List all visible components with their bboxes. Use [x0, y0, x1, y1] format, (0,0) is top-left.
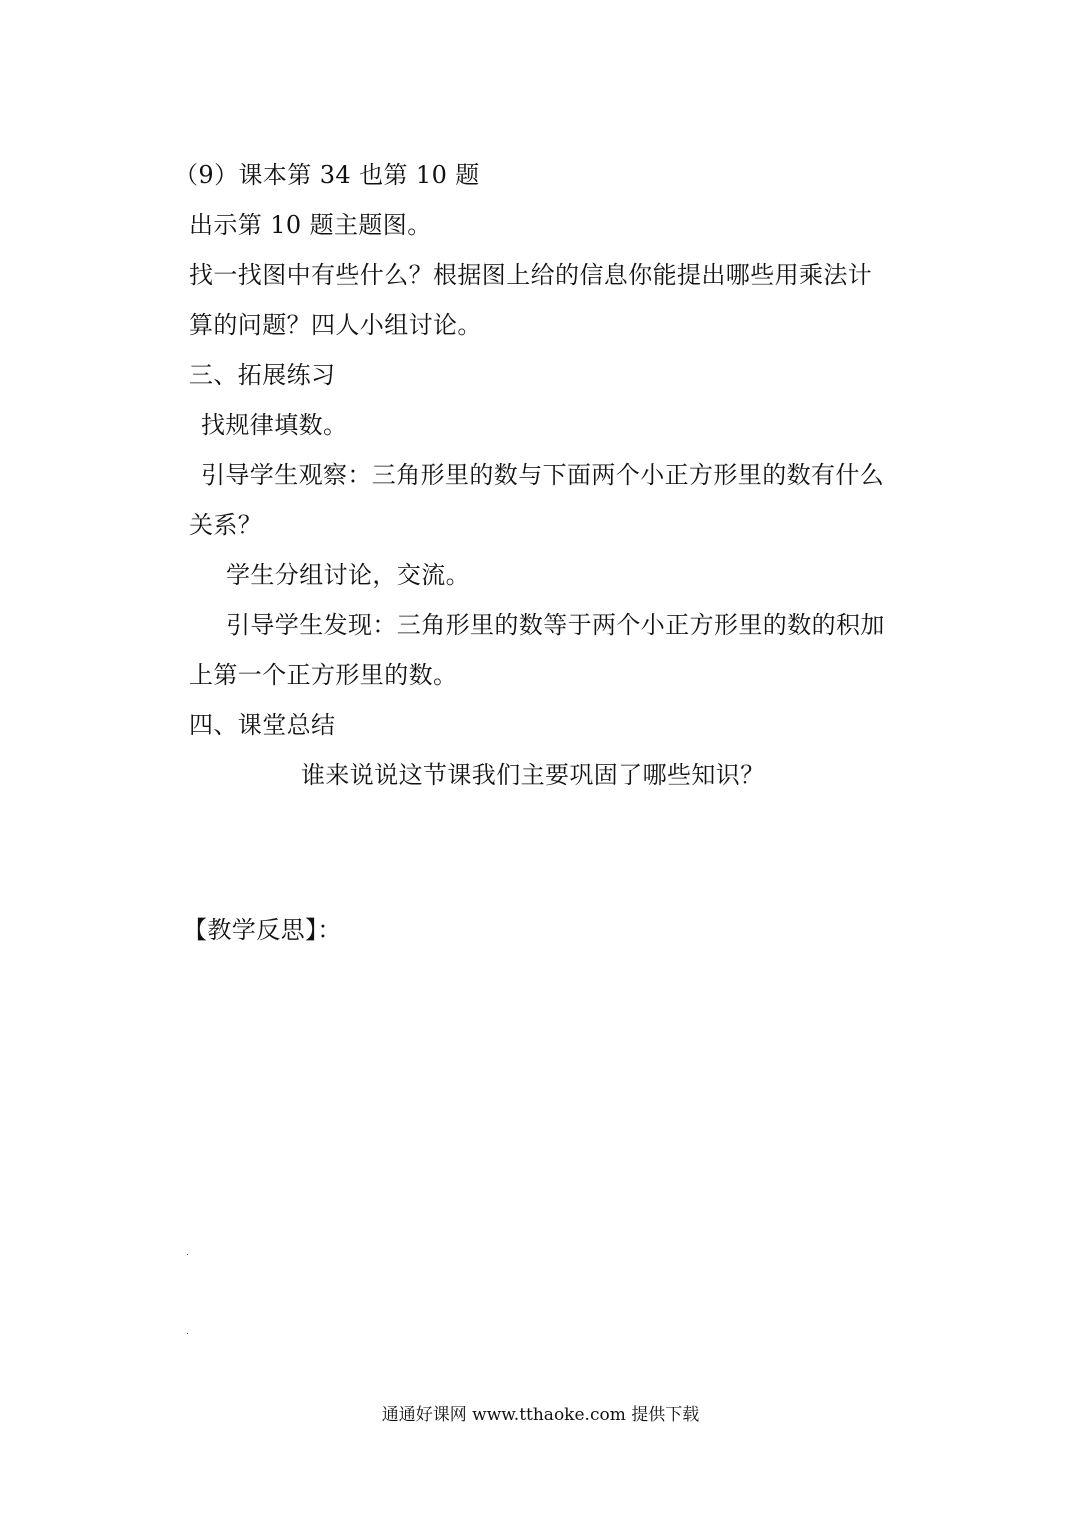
- paragraph-line: 出示第 10 题主题图。: [189, 211, 432, 239]
- paragraph-line: 引导学生观察：三角形里的数与下面两个小正方形里的数有什么: [201, 461, 885, 489]
- paragraph-line: 找一找图中有些什么？根据图上给的信息你能提出哪些用乘法计: [189, 261, 873, 289]
- paragraph-line: 找规律填数。: [201, 411, 348, 439]
- paragraph-line: 学生分组讨论，交流。: [226, 561, 470, 589]
- section-heading-class-summary: 四、课堂总结: [189, 711, 336, 739]
- paragraph-line: 上第一个正方形里的数。: [189, 661, 458, 689]
- exercise-9-heading: （9）课本第 34 也第 10 题: [174, 161, 480, 189]
- paragraph-line: 算的问题？四人小组讨论。: [189, 311, 482, 339]
- paragraph-line: 关系？: [189, 511, 263, 539]
- paragraph-line: 引导学生发现：三角形里的数等于两个小正方形里的数的积加: [226, 611, 885, 639]
- section-heading-extension-practice: 三、拓展练习: [189, 361, 336, 389]
- scan-speck: [187, 1254, 188, 1255]
- page-footer: 通通好课网 www.tthaoke.com 提供下载: [381, 1405, 700, 1425]
- teaching-reflection-heading: 【教学反思】：: [183, 916, 342, 944]
- paragraph-line: 谁来说说这节课我们主要巩固了哪些知识？: [301, 761, 765, 789]
- scan-speck: [187, 1333, 188, 1334]
